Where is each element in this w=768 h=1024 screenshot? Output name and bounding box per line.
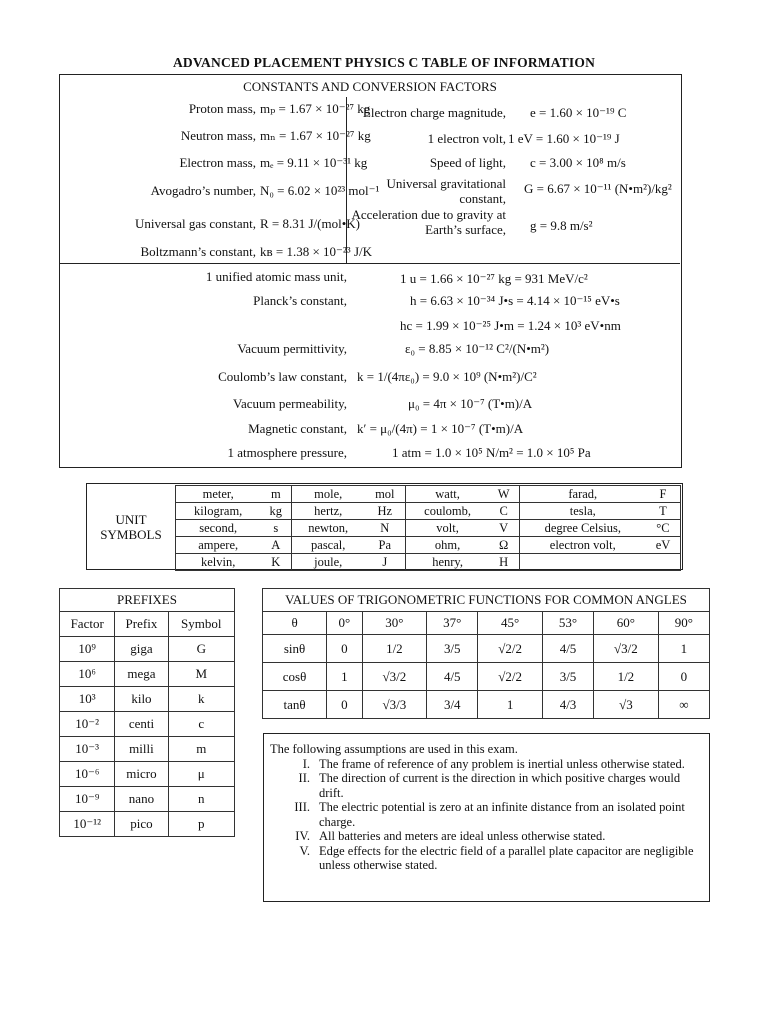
unit-name: watt, (406, 486, 489, 503)
prefix-factor: 10⁻² (60, 712, 115, 737)
vacuum-permeability-label: Vacuum permeability, (233, 396, 347, 411)
electron-charge-value: e = 1.60 × 10⁻¹⁹ C (530, 105, 627, 120)
atomic-mass-unit-label: 1 unified atomic mass unit, (205, 269, 347, 284)
assumption-item (270, 844, 699, 873)
vacuum-permittivity-value: ε₀ = 8.85 × 10⁻¹² C²/(N•m²) (405, 341, 550, 356)
unit-name: kelvin, (176, 554, 261, 571)
unit-name: volt, (406, 520, 489, 537)
unit-symbol: mol (364, 486, 406, 503)
trig-value: 3/5 (542, 663, 593, 691)
constants-box (59, 74, 682, 468)
proton-mass-value: mₚ = 1.67 × 10⁻²⁷ kg (260, 101, 371, 116)
unit-name: coulomb, (406, 503, 489, 520)
prefix-name: milli (115, 737, 168, 762)
unit-name: kilogram, (176, 503, 261, 520)
prefix-name: kilo (115, 687, 168, 712)
vacuum-permeability-value: μ₀ = 4π × 10⁻⁷ (T•m)/A (408, 396, 533, 411)
assumption-item (270, 771, 699, 800)
prefix-factor: 10⁹ (60, 637, 115, 662)
table-row (60, 637, 235, 662)
prefix-name: giga (115, 637, 168, 662)
unit-name (519, 554, 646, 571)
unit-symbol (646, 554, 681, 571)
speed-of-light-label: Speed of light, (429, 155, 506, 170)
unit-name: tesla, (519, 503, 646, 520)
unit-name: ohm, (406, 537, 489, 554)
trig-value: √2/2 (478, 663, 543, 691)
unit-symbol: °C (646, 520, 681, 537)
unit-symbols-table (175, 485, 681, 571)
assumption-item (270, 800, 699, 829)
electron-volt-label: 1 electron volt, (427, 131, 506, 146)
trig-column-header: 90° (658, 612, 709, 635)
coulomb-constant-value: k = 1/(4πε₀) = 9.0 × 10⁹ (N•m²)/C² (357, 369, 537, 384)
unit-row (176, 503, 681, 520)
unit-symbols-heading (87, 512, 175, 542)
electron-charge-label: Electron charge magnitude, (362, 105, 506, 120)
assumption-item (270, 757, 699, 772)
unit-symbol: kg (260, 503, 291, 520)
unit-name: mole, (292, 486, 364, 503)
unit-name: joule, (292, 554, 364, 571)
trig-column-header: θ (263, 612, 327, 635)
prefix-name: centi (115, 712, 168, 737)
assumption-number: III. (294, 800, 310, 814)
trig-value: 3/4 (427, 691, 478, 719)
prefix-factor: 10⁻⁶ (60, 762, 115, 787)
unit-symbols-box (86, 483, 683, 570)
assumption-number: V. (299, 843, 310, 858)
table-row (60, 737, 235, 762)
electron-mass-label: Electron mass, (179, 155, 256, 170)
neutron-mass-label: Neutron mass, (180, 128, 256, 143)
assumptions-box (263, 733, 710, 902)
trig-column-header: 53° (542, 612, 593, 635)
trig-column-header: 37° (427, 612, 478, 635)
planck-value: h = 6.63 × 10⁻³⁴ J•s = 4.14 × 10⁻¹⁵ eV•s (410, 293, 620, 308)
prefix-symbol: p (168, 812, 234, 837)
unit-symbol: K (260, 554, 291, 571)
unit-name: second, (176, 520, 261, 537)
unit-name: henry, (406, 554, 489, 571)
prefixes-column-header: Prefix (115, 612, 168, 637)
trig-value: 1/2 (362, 635, 427, 663)
prefix-symbol: c (168, 712, 234, 737)
magnetic-constant-value: k′ = μ₀/(4π) = 1 × 10⁻⁷ (T•m)/A (357, 421, 524, 436)
trig-value: 0 (658, 663, 709, 691)
prefix-name: micro (115, 762, 168, 787)
table-row (60, 712, 235, 737)
trig-value: √3/2 (362, 663, 427, 691)
vertical-divider (346, 97, 347, 264)
unit-symbols-heading-line1: UNIT (115, 512, 147, 527)
unit-row (176, 486, 681, 503)
unit-symbol: Ω (489, 537, 519, 554)
unit-name: farad, (519, 486, 646, 503)
trig-column-header: 0° (327, 612, 362, 635)
trig-value: 1/2 (594, 663, 659, 691)
assumption-text: All batteries and meters are ideal unless otherwise stated. (319, 829, 606, 843)
boltzmann-label: Boltzmann’s constant, (140, 244, 256, 259)
unit-symbol: H (489, 554, 519, 571)
trig-column-header: 45° (478, 612, 543, 635)
planck-label: Planck’s constant, (253, 293, 347, 308)
trig-value: 4/5 (427, 663, 478, 691)
electron-mass-value: mₑ = 9.11 × 10⁻³¹ kg (260, 155, 368, 170)
gravitational-constant-label: Universal gravitational constant, (386, 176, 506, 206)
prefixes-table (59, 588, 235, 837)
trig-value: 0 (327, 635, 362, 663)
trig-value: 4/5 (542, 635, 593, 663)
assumption-number: IV. (295, 829, 310, 843)
trig-value: √3 (594, 691, 659, 719)
trig-value: √3/3 (362, 691, 427, 719)
unit-name: newton, (292, 520, 364, 537)
coulomb-constant-label: Coulomb’s law constant, (218, 369, 347, 384)
unit-symbol: W (489, 486, 519, 503)
unit-name: electron volt, (519, 537, 646, 554)
magnetic-constant-label: Magnetic constant, (248, 421, 347, 436)
unit-symbol: T (646, 503, 681, 520)
trig-value: ∞ (658, 691, 709, 719)
assumption-text: The electric potential is zero at an infinite distance from an isolated point charge. (319, 800, 685, 829)
trig-value: √3/2 (594, 635, 659, 663)
assumption-text: The direction of current is the direction in which positive charges would drift. (319, 771, 681, 800)
assumption-number: I. (302, 756, 310, 771)
prefix-symbol: M (168, 662, 234, 687)
boltzmann-value: kʙ = 1.38 × 10⁻²³ J/K (260, 244, 373, 259)
unit-symbol: Pa (364, 537, 406, 554)
trig-table (262, 588, 710, 719)
assumption-text: Edge effects for the electric field of a parallel plate capacitor are negligible unless otherwise stated. (319, 843, 694, 872)
trig-column-header: 60° (594, 612, 659, 635)
atmosphere-pressure-value: 1 atm = 1.0 × 10⁵ N/m² = 1.0 × 10⁵ Pa (392, 445, 591, 460)
trig-value: 1 (658, 635, 709, 663)
unit-row (176, 537, 681, 554)
avogadro-label: Avogadro’s number, (150, 183, 256, 198)
unit-symbol: J (364, 554, 406, 571)
trig-column-header: 30° (362, 612, 427, 635)
prefixes-column-header: Factor (60, 612, 115, 637)
table-row (263, 635, 710, 663)
table-row (60, 662, 235, 687)
trig-value: √2/2 (478, 635, 543, 663)
trig-function: cosθ (263, 663, 327, 691)
assumption-item (270, 829, 699, 844)
assumptions-intro: The following assumptions are used in this exam. (270, 742, 518, 756)
trig-heading: VALUES OF TRIGONOMETRIC FUNCTIONS FOR COMMON ANGLES (263, 589, 710, 612)
unit-row (176, 554, 681, 571)
unit-name: pascal, (292, 537, 364, 554)
trig-value: 1 (327, 663, 362, 691)
prefix-factor: 10⁻³ (60, 737, 115, 762)
unit-name: ampere, (176, 537, 261, 554)
avogadro-value: N₀ = 6.02 × 10²³ mol⁻¹ (260, 183, 380, 198)
trig-value: 3/5 (427, 635, 478, 663)
prefix-factor: 10⁻⁹ (60, 787, 115, 812)
unit-name: hertz, (292, 503, 364, 520)
prefix-name: mega (115, 662, 168, 687)
trig-function: sinθ (263, 635, 327, 663)
unit-symbol: F (646, 486, 681, 503)
atmosphere-pressure-label: 1 atmosphere pressure, (227, 445, 347, 460)
page-title: ADVANCED PLACEMENT PHYSICS C TABLE OF INFORMATION (172, 55, 596, 70)
atomic-mass-unit-value: 1 u = 1.66 × 10⁻²⁷ kg = 931 MeV/c² (400, 271, 588, 286)
prefix-factor: 10⁻¹² (60, 812, 115, 837)
trig-value: 1 (478, 691, 543, 719)
neutron-mass-value: mₙ = 1.67 × 10⁻²⁷ kg (260, 128, 371, 143)
prefix-name: nano (115, 787, 168, 812)
hc-value: hc = 1.99 × 10⁻²⁵ J•m = 1.24 × 10³ eV•nm (400, 318, 621, 333)
unit-symbol: N (364, 520, 406, 537)
gravitational-constant-value: G = 6.67 × 10⁻¹¹ (N•m²)/kg² (524, 181, 672, 196)
unit-row (176, 520, 681, 537)
gas-constant-label: Universal gas constant, (135, 216, 256, 231)
gravity-acceleration-value: g = 9.8 m/s² (530, 218, 593, 233)
gravity-acceleration-label: Acceleration due to gravity at Earth’s surface, (351, 207, 506, 237)
horizontal-divider (60, 263, 680, 264)
table-row (60, 762, 235, 787)
prefix-symbol: k (168, 687, 234, 712)
unit-name: degree Celsius, (519, 520, 646, 537)
table-row (60, 812, 235, 837)
prefix-symbol: μ (168, 762, 234, 787)
unit-name: meter, (176, 486, 261, 503)
prefix-symbol: G (168, 637, 234, 662)
vacuum-permittivity-label: Vacuum permittivity, (237, 341, 347, 356)
prefix-symbol: n (168, 787, 234, 812)
unit-symbol: C (489, 503, 519, 520)
trig-function: tanθ (263, 691, 327, 719)
unit-symbols-heading-line2: SYMBOLS (100, 527, 162, 542)
speed-of-light-value: c = 3.00 × 10⁸ m/s (530, 155, 626, 170)
assumption-text: The frame of reference of any problem is inertial unless otherwise stated. (319, 756, 685, 771)
table-row (263, 663, 710, 691)
prefix-name: pico (115, 812, 168, 837)
table-row (60, 687, 235, 712)
constants-heading: CONSTANTS AND CONVERSION FACTORS (243, 79, 497, 94)
prefix-symbol: m (168, 737, 234, 762)
prefixes-heading: PREFIXES (60, 589, 235, 612)
trig-value: 4/3 (542, 691, 593, 719)
unit-symbol: s (260, 520, 291, 537)
gas-constant-value: R = 8.31 J/(mol•K) (260, 216, 360, 231)
prefixes-column-header: Symbol (168, 612, 234, 637)
unit-symbol: Hz (364, 503, 406, 520)
electron-volt-value: 1 eV = 1.60 × 10⁻¹⁹ J (508, 131, 620, 146)
table-row (263, 691, 710, 719)
unit-symbol: eV (646, 537, 681, 554)
prefix-factor: 10⁶ (60, 662, 115, 687)
table-row (60, 787, 235, 812)
assumption-number: II. (298, 771, 310, 785)
unit-symbol: m (260, 486, 291, 503)
proton-mass-label: Proton mass, (188, 101, 256, 116)
prefix-factor: 10³ (60, 687, 115, 712)
unit-symbol: A (260, 537, 291, 554)
unit-symbol: V (489, 520, 519, 537)
trig-value: 0 (327, 691, 362, 719)
